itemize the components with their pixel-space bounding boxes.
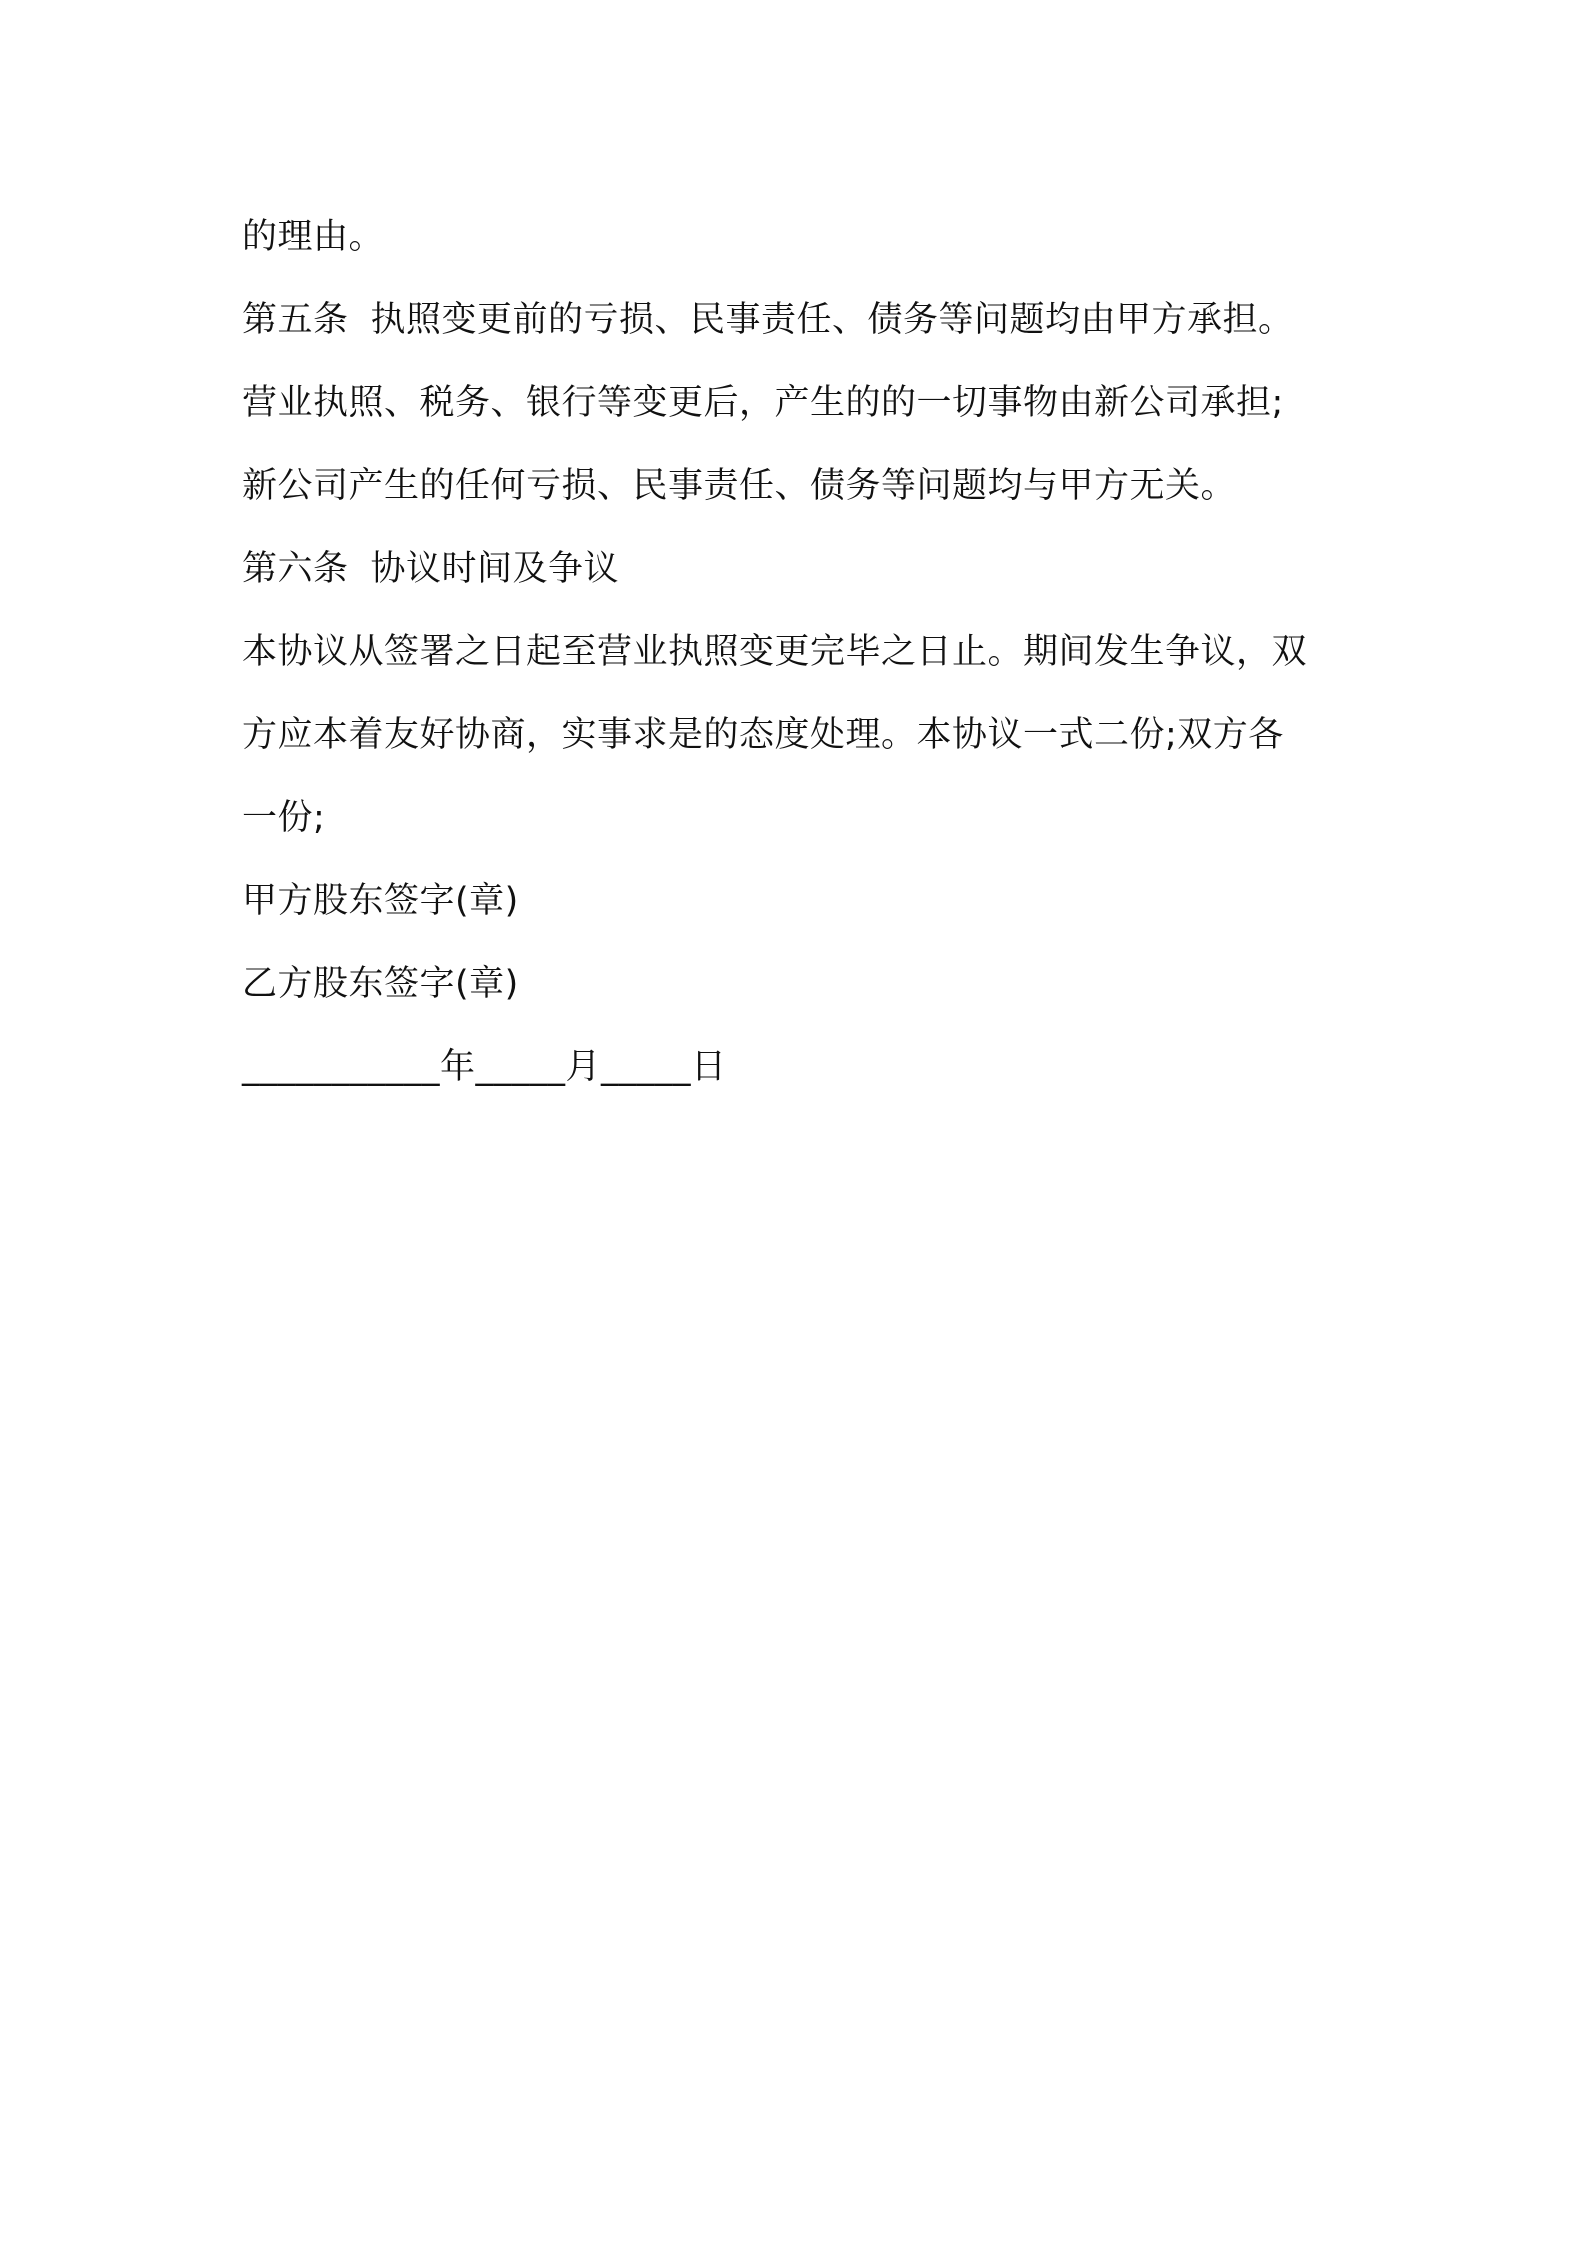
article-6-line-3: 方应本着友好协商，实事求是的态度处理。本协议一式二份;双方各 [242, 715, 1284, 755]
document-body [242, 196, 1362, 1109]
article-5-text: 执照变更前的亏损、民事责任、债务等问题均由甲方承担。 [370, 300, 1294, 340]
article-5-line-1 [242, 279, 1362, 362]
article-6-line-1 [242, 528, 1362, 611]
date-line: ___________年_____月_____日 [242, 1047, 727, 1087]
article-5-heading: 第五条 [242, 300, 349, 340]
paragraph-continuation: 的理由。 [242, 217, 385, 257]
article-5-line-3: 新公司产生的任何亏损、民事责任、债务等问题均与甲方无关。 [242, 466, 1237, 506]
article-6-line-2: 本协议从签署之日起至营业执照变更完毕之日止。期间发生争议，双 [242, 632, 1308, 672]
article-6-line-4: 一份; [242, 798, 326, 838]
party-b-signature: 乙方股东签字(章) [242, 964, 519, 1004]
article-6-heading: 第六条 [242, 549, 349, 589]
article-6-title: 协议时间及争议 [370, 549, 620, 589]
article-5-line-2: 营业执照、税务、银行等变更后，产生的的一切事物由新公司承担; [242, 383, 1284, 423]
party-a-signature: 甲方股东签字(章) [242, 881, 519, 921]
